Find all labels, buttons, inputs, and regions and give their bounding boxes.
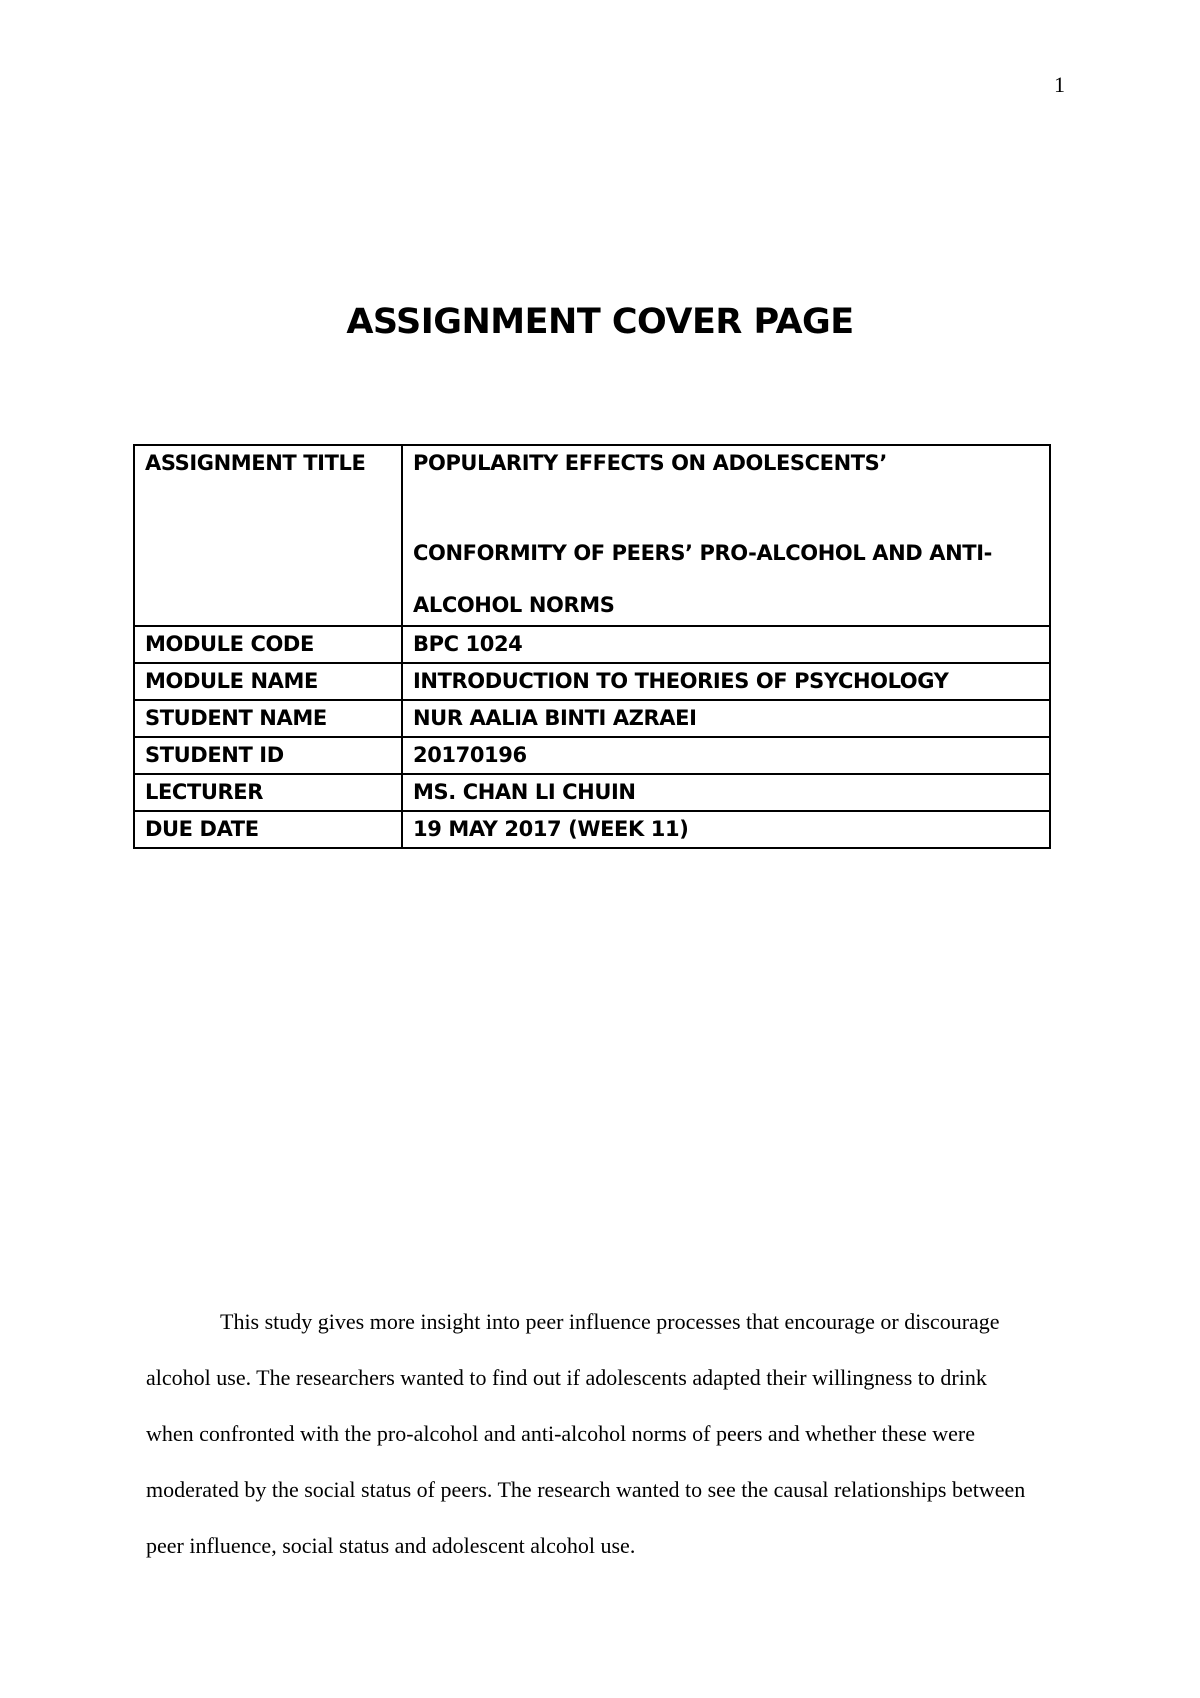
- module-code-value: BPC 1024: [402, 626, 1050, 663]
- lecturer-value: MS. CHAN LI CHUIN: [402, 774, 1050, 811]
- assignment-title-line-1: POPULARITY EFFECTS ON ADOLESCENTS’: [413, 451, 887, 475]
- student-name-value: NUR AALIA BINTI AZRAEI: [402, 700, 1050, 737]
- student-id-value: 20170196: [402, 737, 1050, 774]
- due-date-label: DUE DATE: [134, 811, 402, 848]
- table-row-student-id: [134, 737, 1050, 774]
- module-name-label: MODULE NAME: [134, 663, 402, 700]
- page-number: 1: [1054, 72, 1065, 97]
- cover-table: [133, 444, 1051, 849]
- assignment-title-label: ASSIGNMENT TITLE: [134, 445, 402, 626]
- table-row-module-name: [134, 663, 1050, 700]
- table-row-due-date: [134, 811, 1050, 848]
- module-code-label: MODULE CODE: [134, 626, 402, 663]
- table-row-module-code: [134, 626, 1050, 663]
- page-title: ASSIGNMENT COVER PAGE: [346, 302, 854, 342]
- assignment-title-line-2: CONFORMITY OF PEERS’ PRO-ALCOHOL AND ANTI-: [413, 541, 992, 565]
- table-row-student-name: [134, 700, 1050, 737]
- table-row-assignment-title: [134, 445, 1050, 626]
- assignment-title-value: [402, 445, 1050, 626]
- student-id-label: STUDENT ID: [134, 737, 402, 774]
- table-row-lecturer: [134, 774, 1050, 811]
- due-date-value: 19 MAY 2017 (WEEK 11): [402, 811, 1050, 848]
- assignment-title-line-3: ALCOHOL NORMS: [413, 593, 615, 617]
- lecturer-label: LECTURER: [134, 774, 402, 811]
- body-paragraph: This study gives more insight into peer influence processes that encourage or discourage alcohol use. The researchers wanted to find out if adolescents adapted their willingness to drink when confronted with the pro-alcohol and anti-alcohol norms of peers and whether these were moderated by the social status of peers. The research wanted to see the causal relationships between peer influence, social status and adolescent alcohol use.: [146, 1309, 1026, 1558]
- student-name-label: STUDENT NAME: [134, 700, 402, 737]
- module-name-value: INTRODUCTION TO THEORIES OF PSYCHOLOGY: [402, 663, 1050, 700]
